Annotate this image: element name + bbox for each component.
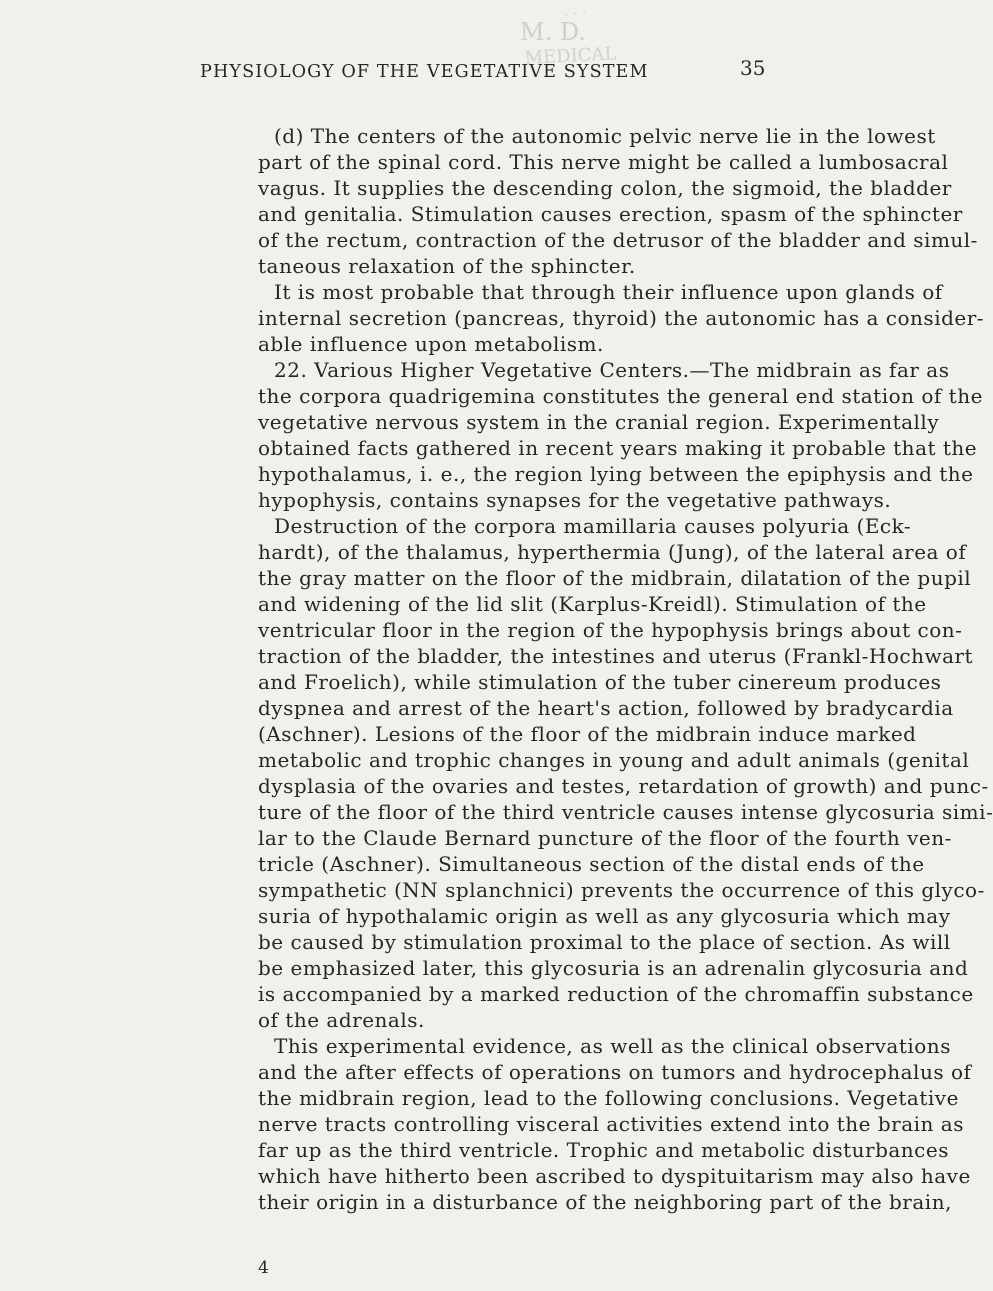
text-line: tricle (Aschner). Simultaneous section of the distal ends of the	[258, 852, 925, 876]
text-line: Destruction of the corpora mamillaria causes polyuria (Eck-	[274, 514, 912, 538]
text-line: (Aschner). Lesions of the floor of the midbrain induce marked	[258, 722, 917, 746]
body-text	[258, 123, 993, 1215]
svg-text:· · ·: · · ·	[563, 5, 588, 24]
text-line: be caused by stimulation proximal to the place of section. As will	[258, 930, 951, 954]
text-line: is accompanied by a marked reduction of the chromaffin substance	[258, 982, 974, 1006]
paragraph-d	[258, 123, 978, 279]
text-line: vagus. It supplies the descending colon, the sigmoid, the bladder	[258, 176, 952, 200]
text-line: the corpora quadrigemina constitutes the general end station of the	[258, 384, 983, 408]
text-line: be emphasized later, this glycosuria is an adrenalin glycosuria and	[258, 956, 969, 980]
text-line: the midbrain region, lead to the following conclusions. Vegetative	[258, 1086, 959, 1110]
text-line: (d) The centers of the autonomic pelvic nerve lie in the lowest	[274, 124, 936, 148]
paragraph-higher-centers	[258, 357, 983, 513]
text-line: nerve tracts controlling visceral activities extend into the brain as	[258, 1112, 964, 1136]
text-line: hypophysis, contains synapses for the vegetative pathways.	[258, 488, 892, 512]
text-line: lar to the Claude Bernard puncture of the floor of the fourth ven-	[258, 826, 952, 850]
text-line: This experimental evidence, as well as the clinical observations	[274, 1034, 951, 1058]
text-line: It is most probable that through their influence upon glands of	[274, 280, 943, 304]
text-line: taneous relaxation of the sphincter.	[258, 254, 636, 278]
text-line: vegetative nervous system in the cranial region. Experimentally	[258, 410, 940, 434]
text-line: internal secretion (pancreas, thyroid) the autonomic has a consider-	[258, 306, 985, 330]
text-line: part of the spinal cord. This nerve might be called a lumbosacral	[258, 150, 949, 174]
text-line: suria of hypothalamic origin as well as any glycosuria which may	[258, 904, 951, 928]
paragraph-metabolism	[258, 279, 985, 357]
svg-text:MEDICAL: MEDICAL	[524, 43, 617, 69]
text-line: and Froelich), while stimulation of the tuber cinereum produces	[258, 670, 942, 694]
text-line: ventricular floor in the region of the hypophysis brings about con-	[258, 618, 963, 642]
library-stamp	[510, 0, 710, 100]
text-line: of the adrenals.	[258, 1008, 425, 1032]
text-line: their origin in a disturbance of the neighboring part of the brain,	[258, 1190, 952, 1214]
text-line: which have hitherto been ascribed to dyspituitarism may also have	[258, 1164, 971, 1188]
text-line: sympathetic (NN splanchnici) prevents the occurrence of this glyco-	[258, 878, 985, 902]
text-line: metabolic and trophic changes in young and adult animals (genital	[258, 748, 970, 772]
text-line: the gray matter on the floor of the midbrain, dilatation of the pupil	[258, 566, 972, 590]
text-line: 22. Various Higher Vegetative Centers.—The midbrain as far as	[274, 358, 950, 382]
text-line: hypothalamus, i. e., the region lying between the epiphysis and the	[258, 462, 974, 486]
svg-text:M. D.: M. D.	[520, 18, 586, 46]
text-line: far up as the third ventricle. Trophic and metabolic disturbances	[258, 1138, 949, 1162]
paragraph-destruction	[258, 513, 993, 1033]
text-line: dysplasia of the ovaries and testes, retardation of growth) and punc-	[258, 774, 989, 798]
signature-mark: 4	[258, 1258, 269, 1278]
text-line: ture of the floor of the third ventricle causes intense glycosuria simi-	[258, 800, 993, 824]
running-header: PHYSIOLOGY OF THE VEGETATIVE SYSTEM	[200, 62, 649, 82]
text-line: hardt), of the thalamus, hyperthermia (Jung), of the lateral area of	[258, 540, 967, 564]
text-line: and the after effects of operations on tumors and hydrocephalus of	[258, 1060, 972, 1084]
text-line: dyspnea and arrest of the heart's action, followed by bradycardia	[258, 696, 954, 720]
paragraph-conclusions	[258, 1033, 972, 1215]
text-line: and widening of the lid slit (Karplus-Kreidl). Stimulation of the	[258, 592, 927, 616]
text-line: traction of the bladder, the intestines and uterus (Frankl-Hochwart	[258, 644, 974, 668]
text-line: able influence upon metabolism.	[258, 332, 604, 356]
text-line: obtained facts gathered in recent years making it probable that the	[258, 436, 978, 460]
text-line: of the rectum, contraction of the detrusor of the bladder and simul-	[258, 228, 978, 252]
text-line: and genitalia. Stimulation causes erection, spasm of the sphincter	[258, 202, 963, 226]
page-number: 35	[740, 56, 766, 80]
